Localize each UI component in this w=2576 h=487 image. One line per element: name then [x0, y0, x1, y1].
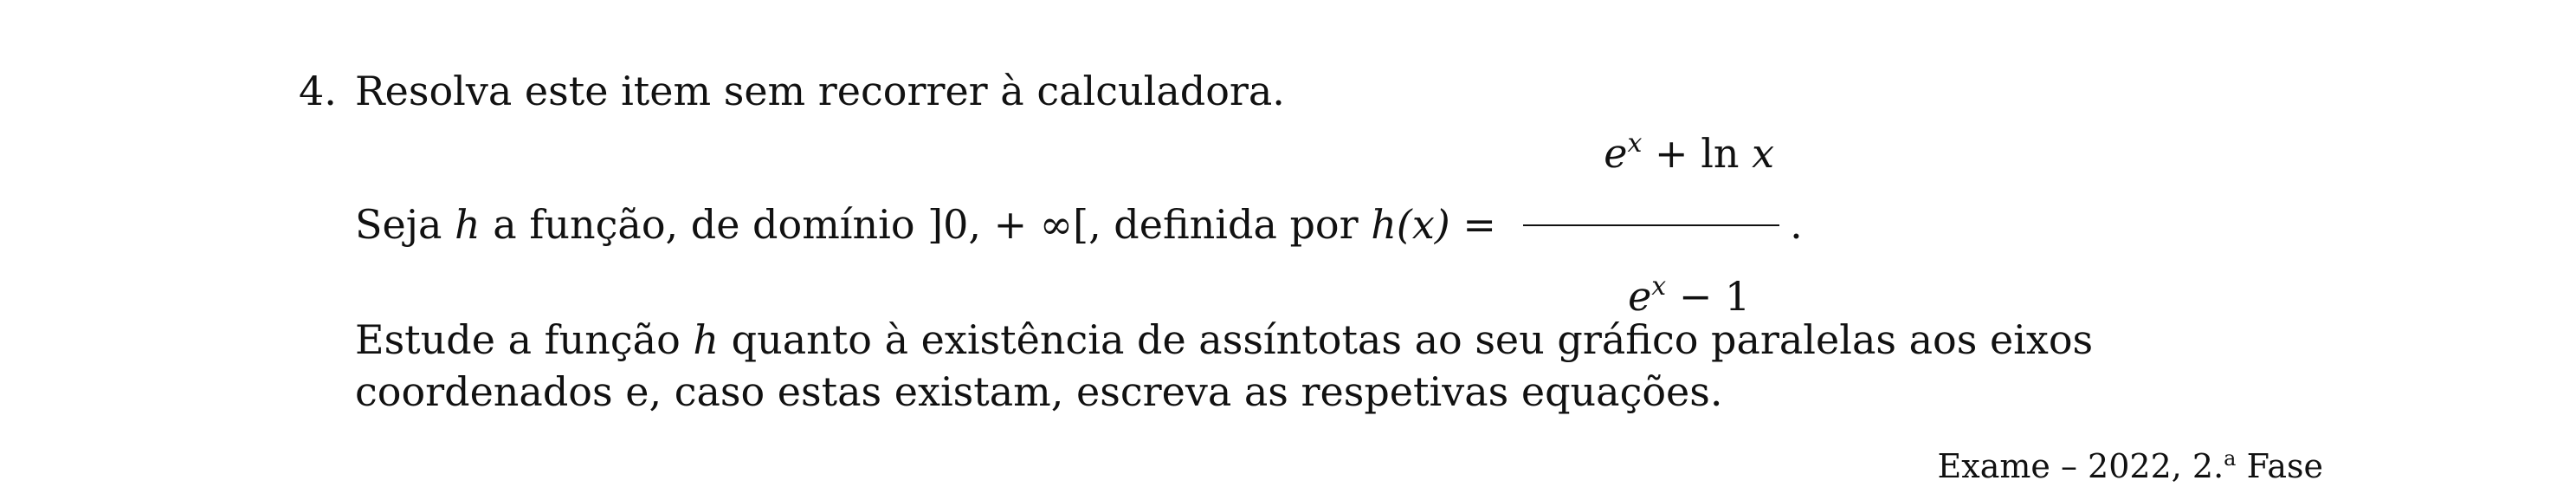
task-paragraph	[355, 314, 2347, 418]
definition-intro: Seja	[355, 201, 455, 249]
function-name: h	[455, 201, 481, 249]
function-definition	[355, 128, 1803, 320]
definition-ending: .	[1790, 201, 1803, 249]
function-call: h(x)	[1371, 201, 1450, 249]
numerator-exponent: x	[1627, 128, 1643, 159]
exam-source	[1938, 447, 2323, 487]
numerator-base: e	[1604, 130, 1628, 178]
numerator-log: + ln	[1642, 130, 1753, 178]
item-number: 4.	[299, 68, 337, 114]
task-part2: quanto à existência de assíntotas ao seu gráfico paralelas aos eixos coordenados e, caso estas existam, escreva as respetivas equações.	[355, 316, 2094, 415]
fraction-bar	[1523, 224, 1780, 226]
denominator-subtract: − 1	[1666, 272, 1751, 320]
task-function-name: h	[693, 316, 720, 363]
task-part1: Estude a função	[355, 316, 694, 363]
exam-phase: Fase	[2236, 447, 2323, 485]
numerator-variable: x	[1752, 130, 1775, 178]
instruction-text: Resolva este item sem recorrer à calculadora.	[355, 68, 1285, 114]
denominator-exponent: x	[1651, 270, 1667, 302]
fraction-numerator	[1523, 85, 1780, 223]
domain-description: a função, de domínio ]0, + ∞[, definida por	[480, 201, 1372, 249]
denominator-base: e	[1628, 272, 1652, 320]
equals-sign: =	[1449, 201, 1509, 249]
exam-ordinal: a	[2224, 446, 2237, 471]
exam-reference: Exame – 2022, 2.	[1937, 447, 2224, 485]
